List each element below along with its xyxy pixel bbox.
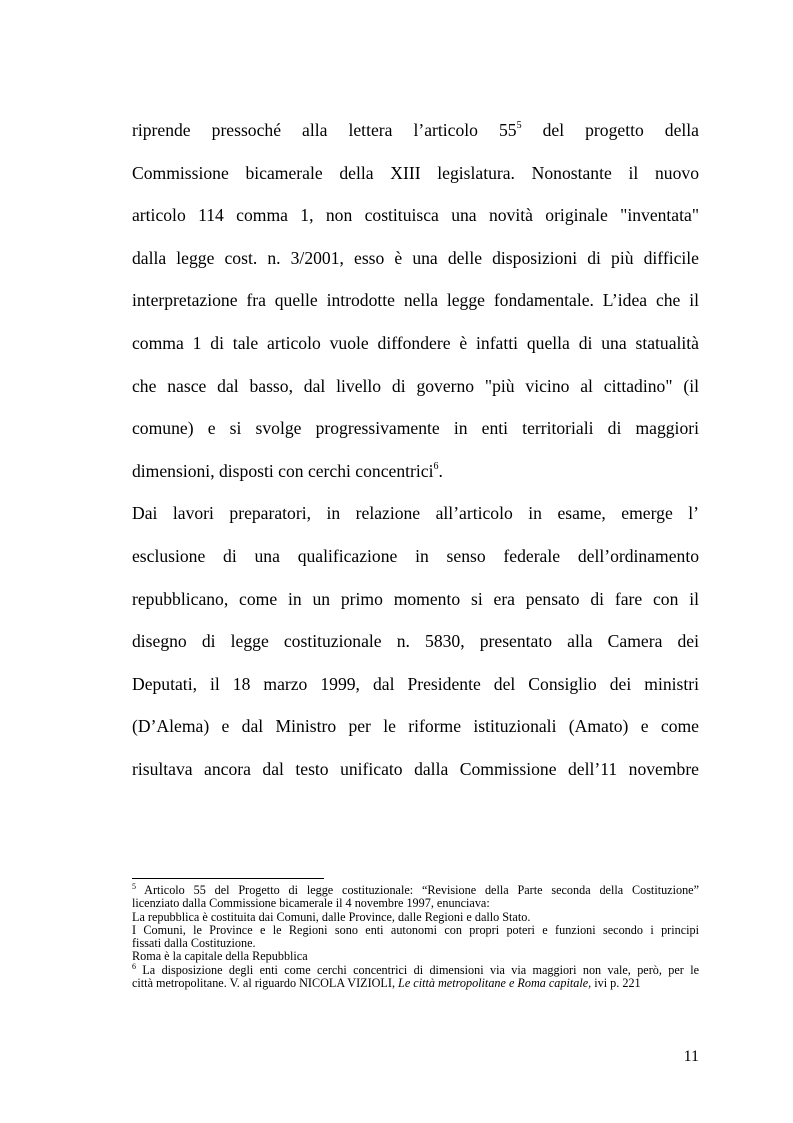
footnote-6	[132, 961, 699, 977]
text-line: risultava ancora dal testo unificato dalla Commissione dell’11 novembre	[132, 758, 699, 779]
text-line: Dai lavori preparatori, in relazione all’articolo in esame, emerge l’	[132, 503, 699, 524]
footnote-number: 5	[132, 882, 136, 891]
footnote-text: La disposizione degli enti come cerchi concentrici di dimensioni via via maggiori non vale, però, per le	[136, 962, 699, 977]
text-line: interpretazione fra quelle introdotte nella legge fondamentale. L’idea che il	[132, 290, 699, 311]
text-segment: riprende pressoché alla lettera l’articolo 55	[132, 120, 517, 140]
footnotes	[132, 884, 699, 990]
footnote-reference: 5	[516, 120, 522, 131]
text-line: repubblicano, come in un primo momento si era pensato di fare con il	[132, 588, 699, 609]
text-line: che nasce dal basso, dal livello di governo "più vicino al cittadino" (il	[132, 375, 699, 396]
text-line: articolo 114 comma 1, non costituisca una novità originale "inventata"	[132, 205, 699, 226]
body-text	[132, 109, 699, 791]
footnote-line: La repubblica è costituita dai Comuni, dalle Province, dalle Regioni e dallo Stato.	[132, 909, 531, 924]
text-line: disegno di legge costituzionale n. 5830, presentato alla Camera dei	[132, 631, 699, 652]
text-segment: .	[438, 460, 443, 481]
footnote-line: I Comuni, le Province e le Regioni sono enti autonomi con propri poteri e funzioni secondo i principi	[132, 922, 699, 937]
page-number: 11	[683, 1048, 699, 1065]
footnote-line: Roma è la capitale della Repubblica	[132, 949, 308, 964]
text-line	[132, 109, 699, 152]
footnote-reference: 6	[433, 460, 439, 472]
text-line: Commissione bicamerale della XIII legislatura. Nonostante il nuovo	[132, 162, 699, 183]
footnote-line	[132, 977, 699, 990]
footnote-5	[132, 884, 699, 897]
cited-work-title: Le città metropolitane e Roma capitale	[398, 976, 589, 991]
footnote-text: , ivi p. 221	[588, 976, 641, 991]
text-line: comma 1 di tale articolo vuole diffondere è infatti quella di una statualità	[132, 332, 699, 353]
text-segment: del progetto della	[521, 120, 699, 140]
footnote-line: fissati dalla Costituzione.	[132, 936, 256, 951]
text-segment: dimensioni, disposti con cerchi concentrici	[132, 460, 434, 481]
text-line: (D’Alema) e dal Ministro per le riforme istituzionali (Amato) e come	[132, 716, 699, 737]
text-line: esclusione di una qualificazione in senso federale dell’ordinamento	[132, 545, 699, 566]
footnote-text: Articolo 55 del Progetto di legge costituzionale: “Revisione della Parte seconda della Costituzione”	[136, 883, 699, 897]
footnote-line: licenziato dalla Commissione bicamerale il 4 novembre 1997, enunciava:	[132, 896, 490, 911]
text-line: Deputati, il 18 marzo 1999, dal Presidente del Consiglio dei ministri	[132, 673, 699, 694]
footnote-number: 6	[132, 961, 136, 971]
text-line: comune) e si svolge progressivamente in enti territoriali di maggiori	[132, 418, 699, 439]
footnote-text: città metropolitane. V. al riguardo NICOLA VIZIOLI,	[132, 976, 399, 991]
text-line	[132, 450, 699, 493]
text-line: dalla legge cost. n. 3/2001, esso è una delle disposizioni di più difficile	[132, 247, 699, 268]
footnote-separator	[132, 878, 324, 879]
